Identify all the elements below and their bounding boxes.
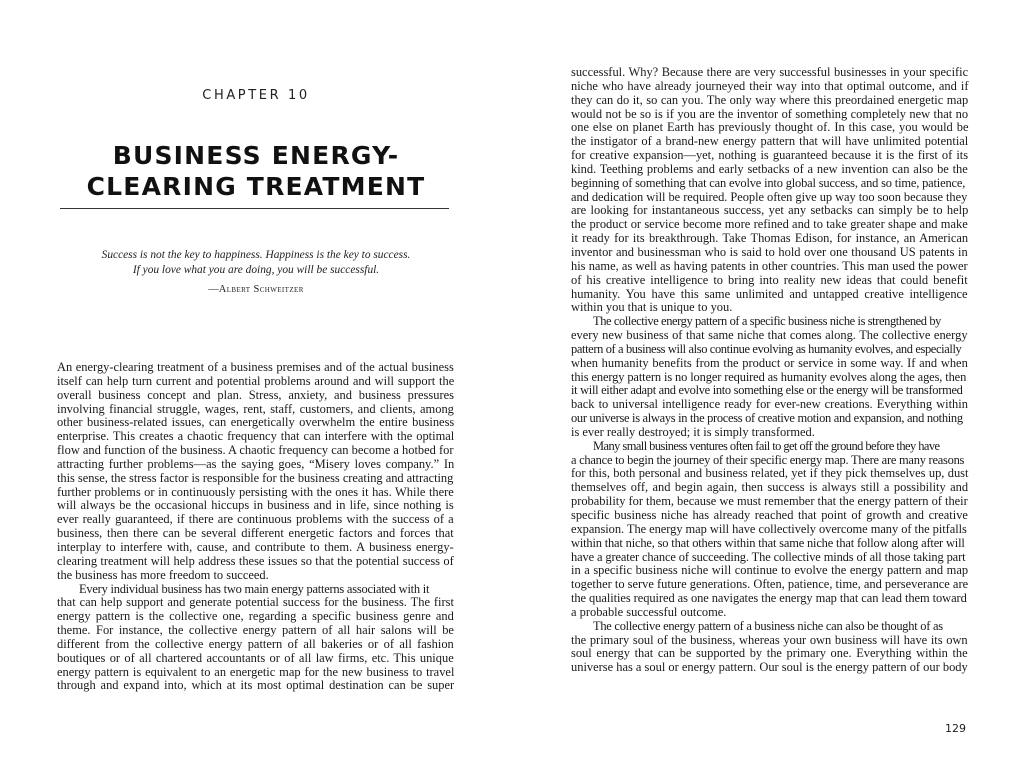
text-line: further problems or in continuously persisting with the ones it has. While there [57,484,454,499]
text-line: would not be so is if you are the inventor of something completely new that no [571,106,969,121]
text-line: involving financial struggle, wages, rent, staff, customers, and clients, among [57,401,454,416]
text-line: together to serve future generations. Often, patience, time, and perseverance are [571,577,969,592]
text-line: themselves off, and begin again, then success is always still a possibility and [571,480,969,495]
chapter-title-line: CLEARING TREATMENT [86,172,426,201]
text-line: one else on planet Earth has previously thought of. In this case, you would be [571,120,969,135]
text-line: successful. Why? Because there are very successful businesses in your specific [571,65,969,79]
text-line: ever really guaranteed, if there are continuous problems with the success of a [57,512,454,527]
text-line: The collective energy pattern of a business niche can also be thought of as [593,618,943,633]
text-line: every new business of that same niche that comes along. The collective energy [571,328,968,343]
text-line: the instigator of a brand-new energy pattern that will have unlimited potential [571,134,969,149]
text-line: different from the collective energy pattern of all bakeries or of all fashion [57,636,454,651]
text-line: within that niche, so that others within that same niche that follow along after will [571,535,965,550]
chapter-title [40,140,472,202]
text-line: in a specific business niche will continue to evolve the energy pattern and map [571,563,969,578]
text-line: Many small business ventures often fail to get off the ground before they have [593,438,940,453]
text-line: our universe is always in the process of creative motion and expansion, and nothing [571,411,963,426]
text-line: and dedication will be required. People often give up way too soon because they [571,189,968,204]
text-line: his name, as well as having patents in other countries. This man used the power [571,258,968,273]
text-line: this sense, the stress factor is responsible for the business creating and attracting [57,470,454,485]
chapter-label: CHAPTER 10 [202,88,310,103]
text-line: The collective energy pattern of a specific business niche is strengthened by [593,314,941,329]
attribution-author: Albert Schweitzer [218,284,304,295]
text-line: expansion. The energy map will have collectively overcome many of the pitfalls [571,521,967,536]
text-line: kind. Teething problems and early setbacks of a new invention can also be the [571,161,968,176]
epigraph-line: Success is not the key to happiness. Happiness is the key to success. [101,249,411,261]
text-line: are looking for instantaneous success, yet any setbacks can simply be to help [571,203,969,218]
paragraph [57,583,454,694]
paragraph [571,620,968,675]
text-line: interplay to interfere with, cause, and contribute to them. A business energy- [57,539,454,554]
text-line: niche who have already journeyed their way into that optimal outcome, and if [571,78,969,93]
epigraph-quote [57,248,455,278]
text-line: other business-related issues, can energetically overwhelm the entire business [57,415,455,430]
text-line: for creative expansion—yet, nothing is guaranteed because it is the first of its [571,148,969,163]
page-number: 129 [945,722,966,735]
text-line: itself can help turn current and potential problems around and will support the [57,373,455,388]
text-line: clearing treatment will help address these issues so that the potential success of [57,553,454,568]
chapter-title-line: BUSINESS ENERGY- [112,141,400,170]
text-line: this energy pattern is no longer required as humanity evolves along the ages, then [571,369,967,384]
text-line: pattern of a business will also continue evolving as humanity evolves, and especially [571,341,962,356]
title-divider [60,208,449,209]
text-line: overall business concept and plan. Stress, anxiety, and business pressures [57,387,454,402]
text-line: inventor and businessman who is said to hold over one thousand US patents in [571,244,968,259]
text-line: of his creative intelligence to bring into reality new ideas that could benefit [571,272,968,287]
text-line: the business has more freedom to succeed. [57,567,269,582]
text-line: will always be the occasional hiccups in business and in life, since nothing is [57,498,454,513]
text-line: within you that is unique to you. [571,300,733,315]
text-line: that can help support and generate potential success for the business. The first [57,595,454,610]
text-line: for this, both personal and business related, yet if they pick themselves up, dust [571,466,969,481]
text-line: probability for them, because we must remember that the energy pattern of their [571,494,968,509]
paragraph [571,66,968,315]
right-page [512,0,1024,768]
text-line: energy pattern is the collective one, regarding a specific business genre and [57,609,454,624]
attribution-dash: — [208,284,219,295]
text-line: theme. For instance, the collective energy pattern of all hair salons will be [57,623,454,638]
paragraph [571,315,968,440]
text-line: universe has a soul or energy pattern. Our soul is the energy pattern of our body [571,660,968,675]
text-line: boutiques or of all chartered accountants or of all law firms, etc. This unique [57,650,454,665]
text-line: energy pattern is equivalent to an energetic map for the new business to travel [57,664,455,679]
text-line: humanity. You have this same unlimited and untapped creative intelligence [571,286,968,301]
text-line: is ever really destroyed; it is simply transformed. [571,424,815,439]
text-line: beginning of something that can evolve into global success, and so time, patience, [571,175,966,190]
text-line: through and expand into, which at its most optimal destination can be super [57,678,455,693]
text-line: flow and function of the business. A chaotic frequency can become a hotbed for [57,443,454,458]
text-line: the product or service become more refined and to take greater shape and make [571,217,968,232]
text-line: business, then there can be several different energetic factors and forces that [57,526,454,541]
text-line: soul energy that can be supported by the primary one. Everything within the [571,646,968,661]
text-line: enterprise. This creates a chaotic frequency that can interfere with the optimal [57,429,455,444]
epigraph-line: If you love what you are doing, you will be successful. [132,264,380,276]
left-body-text [57,361,454,693]
text-line: a chance to begin the journey of their specific energy map. There are many reasons [571,452,965,467]
text-line: a probable successful outcome. [571,604,727,619]
paragraph [57,361,454,583]
text-line: specific business niche has already reached that point of growth and creative [571,508,968,522]
text-line: have a greater chance of succeeding. The collective minds of all those taking part [571,549,966,564]
text-line: they can do it, so can you. The only way where this preordained energetic map [571,92,969,107]
text-line: An energy-clearing treatment of a business premises and of the actual business [57,360,454,374]
text-line: when humanity benefits from the product or service in some way. If and when [571,355,968,370]
text-line: it ready for its breakthrough. Take Thomas Edison, for instance, an American [571,231,969,246]
text-line: Every individual business has two main energy patterns associated with it [79,581,430,596]
text-line: attracting further problems—as the saying goes, “Misery loves company.” In [57,456,455,471]
text-line: the qualities required as one navigates the energy map that can lead them toward [571,591,967,606]
right-body-text [571,66,968,675]
text-line: the primary soul of the business, whereas your own business will have its own [571,632,968,647]
epigraph-attribution [57,284,455,295]
text-line: back to universal intelligence ready for ever-new creations. Everything within [571,397,968,412]
text-line: it will either adapt and evolve into something else or the energy will be transformed [571,383,963,398]
paragraph [571,440,968,620]
